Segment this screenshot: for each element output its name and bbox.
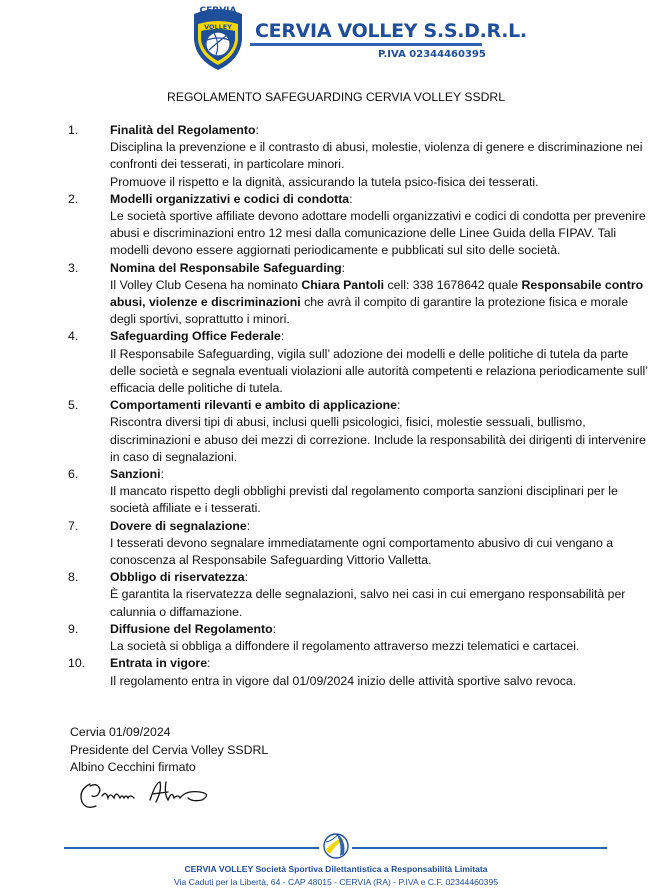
safeguarding-officer-name: Chiara Pantoli: [301, 277, 385, 292]
item-body: Disciplina la prevenzione e il contrasto di abusi, molestie, violenza di genere e discriminazione nei confronti dei tesserati, in particolare minori.: [110, 140, 643, 172]
item-number: 3.: [68, 260, 79, 275]
footer-rule-right: [352, 847, 607, 849]
signature-block: [70, 724, 268, 777]
letterhead: [0, 0, 672, 80]
signer-name: Albino Cecchini firmato: [70, 760, 196, 774]
item-number: 4.: [68, 329, 79, 344]
regulation-item: [68, 260, 648, 329]
colon: :: [341, 260, 346, 275]
regulation-item: [68, 466, 648, 518]
item-number: 5.: [68, 398, 79, 413]
regulation-item: [68, 655, 648, 689]
item-title: Diffusione del Regolamento: [110, 621, 273, 636]
item-body: Il mancato rispetto degli obblighi previsti dal regolamento comporta sanzioni disciplinari per le società affiliate e i tesserati.: [110, 484, 618, 516]
item-number: 1.: [68, 123, 79, 137]
item-body: I tesserati devono segnalare immediatamente ogni comportamento abusivo di cui vengano a conoscenza al Responsabile Safeguarding Vittorio Valletta.: [110, 535, 614, 568]
item-body: La società si obbliga a diffondere il regolamento attraverso mezzi telematici e cartacei.: [110, 639, 580, 654]
brand-rule: [250, 43, 482, 46]
logo-top-text: CERVIA: [199, 6, 237, 16]
body-text: che avrà il compito di garantire la protezione fisica e morale degli sportivi, soprattutto i minori.: [110, 295, 629, 327]
brand-name: CERVIA VOLLEY S.S.D.R.L.: [255, 20, 527, 42]
footer-rule-left: [64, 847, 319, 849]
colon: :: [396, 398, 401, 413]
item-title: Finalità del Regolamento: [110, 123, 256, 137]
colon: :: [349, 191, 353, 206]
item-number: 2.: [68, 191, 79, 206]
item-title: Entrata in vigore: [110, 656, 208, 671]
body-text: Il Volley Club Cesena ha nominato: [110, 277, 302, 292]
item-title: Sanzioni: [110, 467, 161, 482]
item-body: Il regolamento entra in vigore dal 01/09/2024 inizio delle attività sportive salvo revoca.: [110, 673, 577, 688]
item-title: Comportamenti rilevanti e ambito di applicazione: [110, 398, 397, 413]
item-number: 7.: [68, 518, 79, 533]
regulation-item: [68, 191, 648, 260]
place-date: Cervia 01/09/2024: [70, 725, 171, 739]
colon: :: [280, 329, 285, 344]
item-body: [110, 277, 648, 329]
colon: :: [246, 518, 251, 533]
handwritten-signature-icon: [76, 776, 222, 812]
item-title: Nomina del Responsabile Safeguarding: [110, 260, 342, 275]
regulation-item: [68, 397, 648, 466]
regulation-item: [68, 328, 648, 397]
item-body: Le società sportive affiliate devono adottare modelli organizzativi e codici di condotta per prevenire abusi e discriminazioni entro 12 mesi dalla comunicazione delle Linee Guida della FIPAV. Tali modelli devono essere aggiornati periodicamente e pubblicati sul sito delle società.: [110, 209, 646, 258]
regulation-item: [68, 569, 648, 621]
colon: :: [207, 656, 211, 671]
footer-address: Via Caduti per la Libertà, 64 - CAP 48015 - CERVIA (RA) - P.IVA e C.F. 02344460395: [173, 877, 499, 887]
body-text: cell: 338 1678642 quale: [384, 277, 522, 292]
colon: :: [255, 123, 259, 137]
colon: :: [160, 467, 164, 482]
logo-band-text: VOLLEY: [204, 23, 232, 31]
vat-number: P.IVA 02344460395: [378, 49, 486, 60]
regulation-item: [68, 518, 648, 570]
item-title: Safeguarding Office Federale: [110, 329, 281, 344]
item-number: 9.: [68, 621, 79, 636]
item-title: Dovere di segnalazione: [110, 518, 247, 533]
item-number: 8.: [68, 570, 79, 585]
regulation-item: [68, 122, 648, 191]
item-number: 10.: [68, 656, 86, 671]
item-body: Il Responsabile Safeguarding, vigila sull’ adozione dei modelli e delle politiche di tutela da parte delle società e segnala eventuali violazioni alle autorità competenti e relaziona periodicamente sull’ efficacia delle politiche di tutela.: [110, 346, 648, 396]
item-body: Riscontra diversi tipi di abusi, inclusi quelli psicologici, fisici, molestie sessuali, bullismo, discriminazioni e abuso dei mezzi di correzione. Include la responsabilità dei dirigenti di intervenire in caso di segnalazioni.: [110, 415, 646, 464]
regulation-item: [68, 621, 648, 655]
volleyball-icon: [322, 832, 350, 860]
officer-role: Responsabile contro abusi, violenze e discriminazioni: [110, 277, 644, 310]
item-title: Obbligo di riservatezza: [110, 570, 245, 585]
document-title: REGOLAMENTO SAFEGUARDING CERVIA VOLLEY SSDRL: [167, 90, 505, 104]
item-title: Modelli organizzativi e codici di condotta: [110, 191, 350, 206]
signer-role: Presidente del Cervia Volley SSDRL: [70, 742, 269, 757]
item-body-2: Promuove il rispetto e la dignità, assicurando la tutela psico-fisica dei tesserati.: [110, 174, 539, 189]
regulation-list: [68, 122, 648, 690]
club-logo-shield-icon: [190, 2, 246, 72]
colon: :: [244, 570, 249, 585]
colon: :: [272, 621, 277, 636]
footer-company-name: CERVIA VOLLEY Società Sportiva Dilettantistica a Responsabilità Limitata: [184, 864, 488, 874]
item-body: È garantita la riservatezza delle segnalazioni, salvo nei casi in cui emergano responsabilità per calunnia o diffamazione.: [110, 587, 626, 619]
item-number: 6.: [68, 467, 79, 482]
